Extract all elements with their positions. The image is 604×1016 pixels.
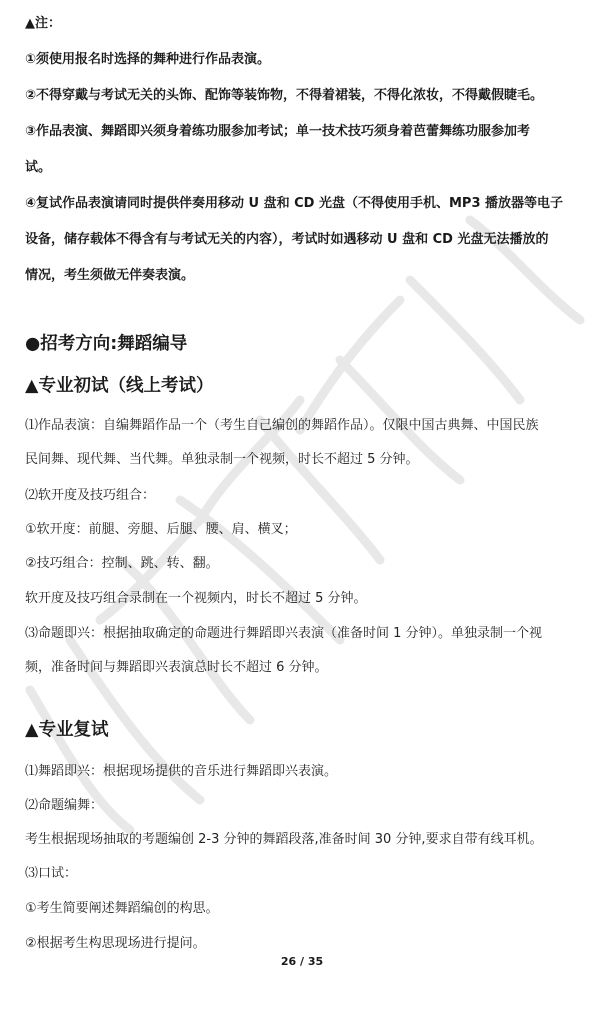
preliminary-line-7: ⑶命题即兴：根据抽取确定的命题进行舞蹈即兴表演（准备时间 1 分钟）。单独录制一个视	[25, 626, 543, 641]
retest-title: ▲专业复试	[25, 720, 109, 740]
note-line-1: ①须使用报名时选择的舞种进行作品表演。	[25, 52, 271, 67]
retest-line-3: 考生根据现场抽取的考题编创 2-3 分钟的舞蹈段落,准备时间 30 分钟,要求自带有线耳机。	[25, 832, 543, 847]
note-heading: ▲注：	[25, 16, 61, 31]
preliminary-line-3: ⑵软开度及技巧组合：	[25, 488, 156, 503]
preliminary-line-4: ①软开度：前腿、旁腿、后腿、腰、肩、横叉；	[25, 522, 297, 537]
preliminary-line-1: ⑴作品表演：自编舞蹈作品一个（考生自己编创的舞蹈作品）。仅限中国古典舞、中国民族	[25, 418, 539, 433]
preliminary-title: ▲专业初试（线上考试）	[25, 376, 214, 396]
note-line-7: 情况，考生须做无伴奏表演。	[25, 268, 195, 283]
note-line-3: ③作品表演、舞蹈即兴须身着练功服参加考试；单一技术技巧须身着芭蕾舞练功服参加考	[25, 124, 531, 139]
page-number: 26 / 35	[280, 955, 324, 968]
note-line-5: ④复试作品表演请同时提供伴奏用移动 U 盘和 CD 光盘（不得使用手机、MP3 播放器等电子	[25, 196, 564, 211]
direction-title: ●招考方向:舞蹈编导	[25, 334, 188, 354]
retest-line-1: ⑴舞蹈即兴：根据现场提供的音乐进行舞蹈即兴表演。	[25, 764, 338, 779]
retest-line-6: ②根据考生构思现场进行提问。	[25, 936, 206, 951]
note-line-6: 设备，储存载体不得含有与考试无关的内容），考试时如遇移动 U 盘和 CD 光盘无法播放的	[25, 232, 549, 247]
preliminary-line-5: ②技巧组合：控制、跳、转、翻。	[25, 556, 219, 571]
retest-line-5: ①考生简要阐述舞蹈编创的构思。	[25, 901, 219, 916]
preliminary-line-8: 频，准备时间与舞蹈即兴表演总时长不超过 6 分钟。	[25, 660, 328, 675]
note-line-2: ②不得穿戴与考试无关的头饰、配饰等装饰物，不得着裙装，不得化浓妆，不得戴假睫毛。	[25, 88, 544, 103]
preliminary-line-2: 民间舞、现代舞、当代舞。单独录制一个视频，时长不超过 5 分钟。	[25, 452, 419, 467]
retest-line-4: ⑶口试：	[25, 866, 78, 881]
note-line-4: 试。	[25, 160, 52, 175]
retest-line-2: ⑵命题编舞：	[25, 798, 104, 813]
preliminary-line-6: 软开度及技巧组合录制在一个视频内，时长不超过 5 分钟。	[25, 591, 367, 606]
